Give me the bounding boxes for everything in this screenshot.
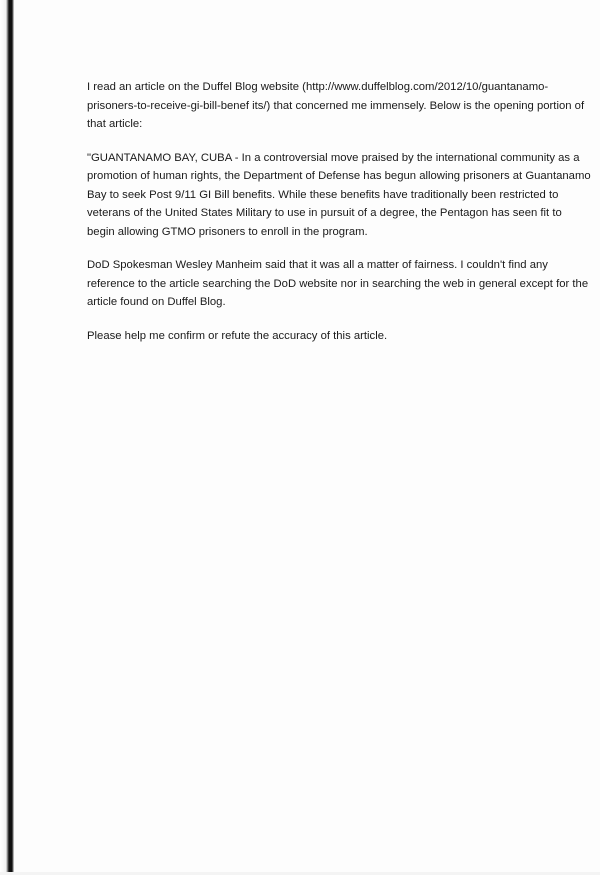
paragraph-request: Please help me confirm or refute the accuracy of this article. [87,329,388,342]
scan-border-left [0,0,14,875]
paragraph-spokesman: DoD Spokesman Wesley Manheim said that it was all a matter of fairness. I couldn't find any reference to the article searching the DoD website nor in searching the web in general except for the article found on Duffel Blog. [87,259,589,308]
paragraph-quote: "GUANTANAMO BAY, CUBA - In a controversial move praised by the international community as a promotion of human rights, the Department of Defense has begun allowing prisoners at Guantanamo Bay to seek Post 9/11 GI Bill benefits. While these benefits have traditionally been restricted to veterans of the United States Military to use in pursuit of a degree, the Pentagon has seen fit to begin allowing GTMO prisoners to enroll in the program. [87,151,591,238]
letter-body [87,78,592,360]
paragraph-intro: I read an article on the Duffel Blog website (http://www.duffelblog.com/2012/10/guantanamo-prisoners-to-receive-gi-bill-benef its/) that concerned me immensely. Below is the opening portion of that article: [87,81,585,130]
